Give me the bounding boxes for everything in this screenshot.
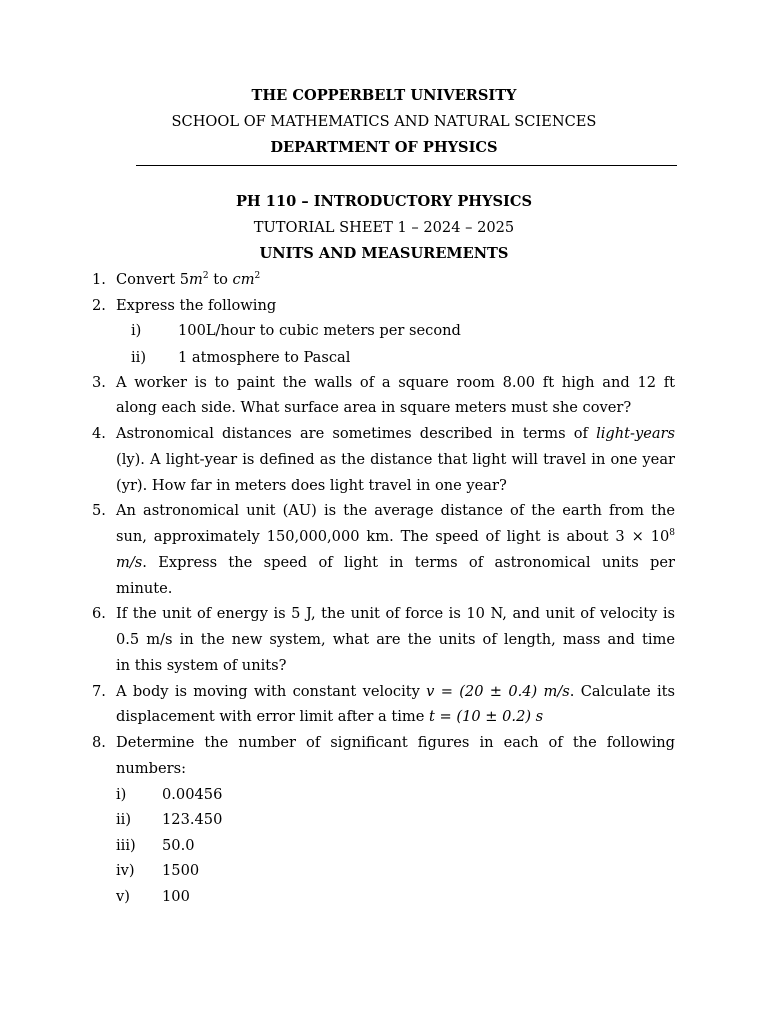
question-text-line: An astronomical unit (AU) is the average distance of the earth from the (116, 502, 675, 519)
question-number: 5. (92, 502, 106, 519)
question-text-line: A worker is to paint the walls of a square room 8.00 ft high and 12 ft (116, 374, 675, 391)
question-number: 8. (92, 734, 106, 751)
sub-item-label: i) (131, 322, 142, 339)
sub-item-text: 1 atmosphere to Pascal (178, 349, 351, 366)
header-divider (136, 165, 677, 166)
question-text-line: along each side. What surface area in square meters must she cover? (116, 399, 632, 416)
question-number: 3. (92, 374, 106, 391)
list-item-value: 50.0 (162, 837, 195, 854)
question-text-line: (ly). A light-year is defined as the distance that light will travel in one year (116, 451, 675, 468)
question-text: Convert $5m^2$ to $cm^2$ (116, 271, 261, 288)
question-text-line: (yr). How far in meters does light travel in one year? (116, 477, 507, 494)
question-text-line: numbers: (116, 760, 186, 777)
question-number: 7. (92, 683, 106, 700)
list-item-value: 100 (162, 888, 190, 905)
question-text: Express the following (116, 297, 277, 314)
question-text-line: in this system of units? (116, 657, 287, 674)
sub-item-label: ii) (131, 349, 147, 366)
list-item-label: iii) (116, 837, 136, 854)
list-item-label: iv) (116, 862, 135, 879)
university-title: THE COPPERBELT UNIVERSITY (251, 87, 517, 104)
question-number: 4. (92, 425, 106, 442)
list-item-label: i) (116, 786, 127, 803)
sub-item-text: 100L/hour to cubic meters per second (178, 322, 461, 339)
question-number: 6. (92, 605, 106, 622)
question-text-line: Determine the number of significant figures in each of the following (116, 734, 675, 751)
list-item-value: 1500 (162, 862, 200, 879)
question-text-line: 0.5 m/s in the new system, what are the units of length, mass and time (116, 631, 675, 648)
course-title: PH 110 – INTRODUCTORY PHYSICS (235, 193, 533, 210)
question-text-line: minute. (116, 580, 173, 597)
list-item-label: v) (116, 888, 130, 905)
school-title: SCHOOL OF MATHEMATICS AND NATURAL SCIENCES (171, 113, 597, 130)
time-expression: t = (10 ± 0.2) s (429, 708, 544, 725)
question-text-line: displacement with error limit after a time t = (10 ± 0.2) s (116, 708, 544, 725)
question-number: 2. (92, 297, 106, 314)
question-number: 1. (92, 271, 106, 288)
department-title: DEPARTMENT OF PHYSICS (270, 139, 498, 156)
list-item-value: 123.450 (162, 811, 223, 828)
velocity-expression: v = (20 ± 0.4) m/s (426, 683, 570, 700)
question-text-line: sun, approximately 150,000,000 km. The speed of light is about $3 \times 10^8$ (116, 528, 675, 545)
list-item-label: ii) (116, 811, 132, 828)
sheet-title: TUTORIAL SHEET 1 – 2024 – 2025 (253, 219, 515, 236)
list-item-value: 0.00456 (162, 786, 223, 803)
question-text-line: A body is moving with constant velocity v = (20 ± 0.4) m/s. Calculate its (116, 683, 676, 700)
question-text-line: Astronomical distances are sometimes described in terms of light-years (116, 425, 675, 442)
question-text-line: m/s. Express the speed of light in terms of astronomical units per (116, 554, 675, 571)
question-text-line: If the unit of energy is 5 J, the unit of force is 10 N, and unit of velocity is (116, 605, 675, 622)
topic-title: UNITS AND MEASUREMENTS (259, 245, 509, 262)
